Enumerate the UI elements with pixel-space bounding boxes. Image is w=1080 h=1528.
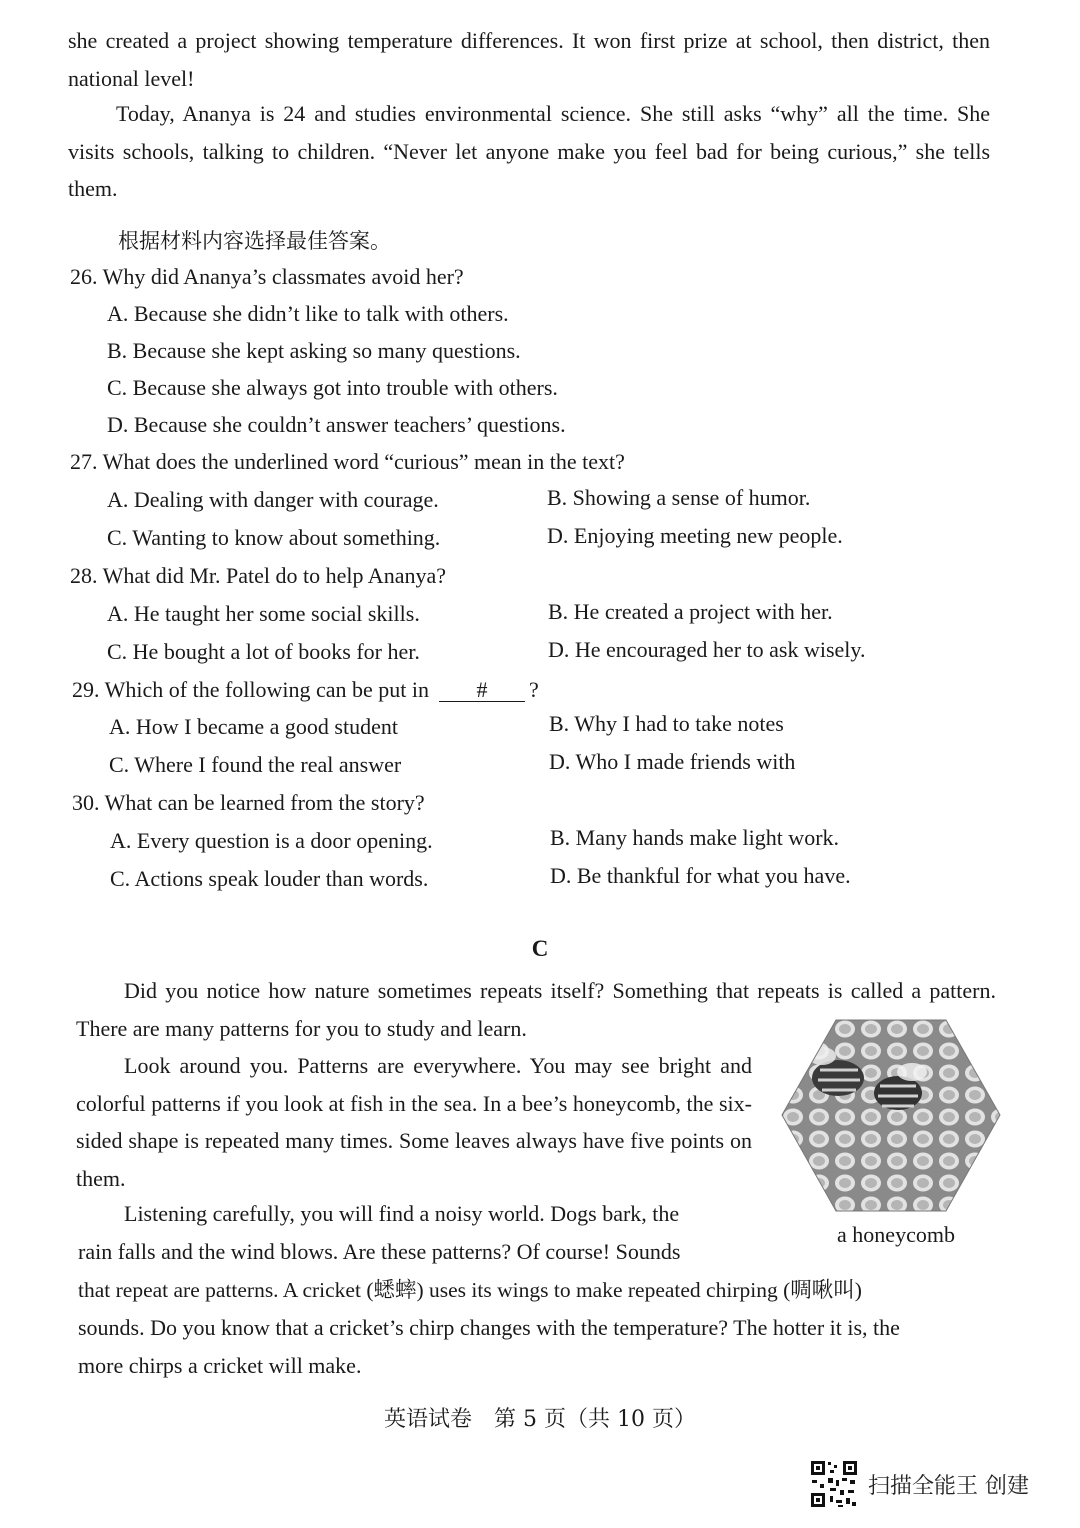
question-stem bbox=[70, 449, 625, 475]
instruction-text: 根据材料内容选择最佳答案。 bbox=[118, 229, 391, 253]
passage-line: that repeat are patterns. A cricket (蟋蟀) uses its wings to make repeated chirping (啁啾叫) bbox=[78, 1278, 862, 1302]
page-footer: 英语试卷 第 5 页（共 10 页） bbox=[384, 1407, 696, 1432]
answer-option: D. He encouraged her to ask wisely. bbox=[548, 637, 866, 662]
figure-caption: a honeycomb bbox=[837, 1222, 955, 1247]
question-text: What can be learned from the story? bbox=[104, 790, 425, 815]
answer-option: B. Many hands make light work. bbox=[550, 825, 840, 850]
passage-line: Listening carefully, you will find a noisy world. Dogs bark, the bbox=[124, 1201, 680, 1226]
answer-option: A. He taught her some social skills. bbox=[107, 601, 420, 626]
section-heading: C bbox=[531, 936, 549, 961]
answer-option: C. Because she always got into trouble with others. bbox=[107, 375, 558, 400]
passage-paragraph: Today, Ananya is 24 and studies environmental science. She still asks “why” all the time. She visits schools, talking to children. “Never let anyone make you feel bad for being curious,” she tells them. bbox=[68, 101, 990, 201]
passage-line: sounds. Do you know that a cricket’s chirp changes with the temperature? The hotter it is, the bbox=[78, 1315, 900, 1340]
question-mark: ? bbox=[529, 677, 539, 702]
scanner-watermark bbox=[810, 1460, 1029, 1508]
answer-option: D. Enjoying meeting new people. bbox=[547, 523, 843, 548]
question-number: 26. bbox=[70, 264, 98, 289]
question-text: Why did Ananya’s classmates avoid her? bbox=[102, 264, 464, 289]
question-text: What did Mr. Patel do to help Ananya? bbox=[102, 563, 446, 588]
answer-blank: # bbox=[439, 679, 525, 702]
question-stem bbox=[70, 264, 464, 290]
passage-paragraph: Did you notice how nature sometimes repeats itself? Something that repeats is called a pattern. There are many patterns for you to study and learn. bbox=[76, 978, 996, 1041]
question-number: 30. bbox=[72, 790, 100, 815]
answer-option: B. Showing a sense of humor. bbox=[547, 485, 811, 510]
question-number: 27. bbox=[70, 449, 98, 474]
answer-option: A. Every question is a door opening. bbox=[110, 828, 433, 853]
question-text: What does the underlined word “curious” mean in the text? bbox=[102, 449, 625, 474]
answer-option: B. Because she kept asking so many questions. bbox=[107, 338, 521, 363]
answer-option: A. How I became a good student bbox=[109, 714, 398, 739]
passage-paragraph: Look around you. Patterns are everywhere. You may see bright and colorful patterns if you look at fish in the sea. In a bee’s honeycomb, the six-sided shape is repeated many times. Some leaves always have five points on them. bbox=[76, 1053, 752, 1191]
question-number: 28. bbox=[70, 563, 98, 588]
answer-option: D. Because she couldn’t answer teachers’ questions. bbox=[107, 412, 566, 437]
answer-option: B. Why I had to take notes bbox=[549, 711, 784, 736]
answer-option: B. He created a project with her. bbox=[548, 599, 833, 624]
answer-option: C. Wanting to know about something. bbox=[107, 525, 441, 550]
question-text: Which of the following can be put in bbox=[104, 677, 430, 702]
answer-option: C. Where I found the real answer bbox=[109, 752, 402, 777]
passage-line: more chirps a cricket will make. bbox=[78, 1353, 362, 1378]
qr-code-icon bbox=[810, 1460, 858, 1508]
answer-option: C. He bought a lot of books for her. bbox=[107, 639, 420, 664]
scanner-watermark-text: 扫描全能王 创建 bbox=[868, 1473, 1029, 1499]
honeycomb-photo bbox=[780, 1018, 1002, 1213]
answer-option: C. Actions speak louder than words. bbox=[110, 866, 429, 891]
question-stem bbox=[72, 677, 539, 703]
question-stem bbox=[70, 563, 446, 589]
answer-option: D. Be thankful for what you have. bbox=[550, 863, 851, 888]
answer-option: D. Who I made friends with bbox=[549, 749, 796, 774]
question-stem bbox=[72, 790, 425, 816]
answer-option: A. Dealing with danger with courage. bbox=[107, 487, 439, 512]
passage-line: rain falls and the wind blows. Are these patterns? Of course! Sounds bbox=[78, 1239, 681, 1264]
answer-option: A. Because she didn’t like to talk with others. bbox=[107, 301, 509, 326]
question-number: 29. bbox=[72, 677, 100, 702]
passage-paragraph: she created a project showing temperature differences. It won first prize at school, then district, then national level! bbox=[68, 28, 990, 91]
